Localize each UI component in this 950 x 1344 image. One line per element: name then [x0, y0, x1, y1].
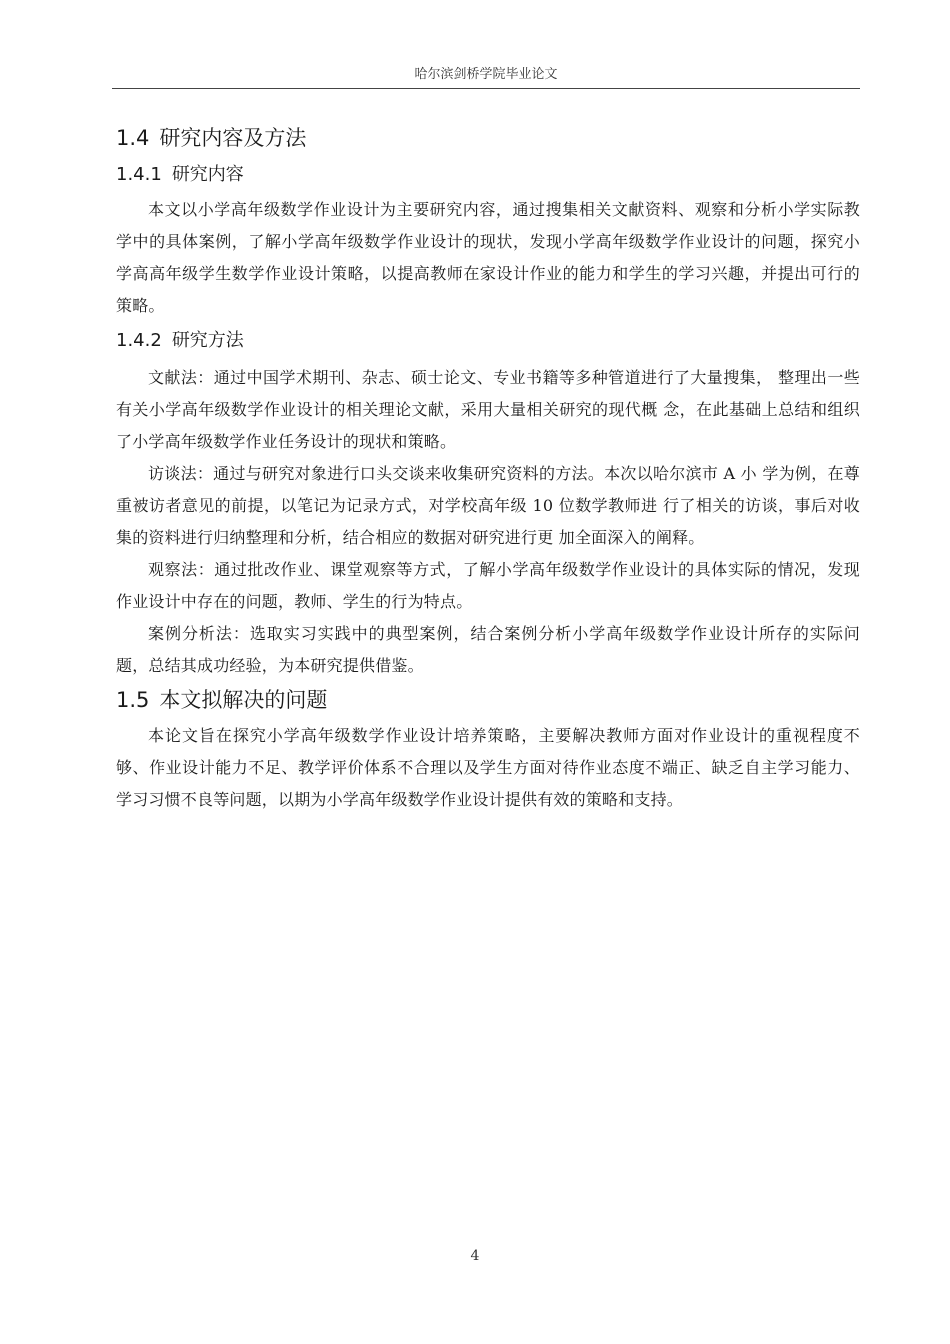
- heading-1-4: [116, 122, 860, 154]
- heading-number: 1.4.1: [116, 164, 162, 185]
- header-title: 哈尔滨剑桥学院毕业论文: [414, 67, 558, 82]
- page-body: [116, 118, 860, 816]
- page-footer: [0, 1248, 950, 1264]
- heading-title: 研究内容: [171, 164, 244, 185]
- heading-1-4-2: [116, 326, 860, 356]
- paragraph-observation-method: 观察法：通过批改作业、课堂观察等方式，了解小学高年级数学作业设计的具体实际的情况，发现作业设计中存在的问题，教师、学生的行为特点。: [116, 560, 860, 611]
- heading-1-5: [116, 684, 860, 716]
- heading-number: 1.4: [116, 126, 150, 150]
- paragraph-case-analysis-method: 案例分析法：选取实习实践中的典型案例，结合案例分析小学高年级数学作业设计所存的实际问题，总结其成功经验，为本研究提供借鉴。: [116, 624, 860, 675]
- heading-title: 研究内容及方法: [159, 126, 307, 150]
- heading-number: 1.5: [116, 688, 150, 712]
- paragraph-research-content: 本文以小学高年级数学作业设计为主要研究内容，通过搜集相关文献资料、观察和分析小学实际教学中的具体案例，了解小学高年级数学作业设计的现状，发现小学高年级数学作业设计的问题，探究小学高高年级学生数学作业设计策略，以提高教师在家设计作业的能力和学生的学习兴趣，并提出可行的策略。: [116, 200, 860, 315]
- heading-1-4-1: [116, 160, 860, 190]
- heading-title: 本文拟解决的问题: [159, 688, 328, 712]
- paragraph-literature-method: 文献法：通过中国学术期刊、杂志、硕士论文、专业书籍等多种管道进行了大量搜集， 整理出一些有关小学高年级数学作业设计的相关理论文献，采用大量相关研究的现代概 念，在此基础上总结和组织了小学高年级数学作业任务设计的现状和策略。: [116, 368, 860, 451]
- paragraph-problems-to-solve: 本论文旨在探究小学高年级数学作业设计培养策略，主要解决教师方面对作业设计的重视程度不够、作业设计能力不足、教学评价体系不合理以及学生方面对待作业态度不端正、缺乏自主学习能力、学习习惯不良等问题，以期为小学高年级数学作业设计提供有效的策略和支持。: [116, 726, 860, 809]
- paragraph-interview-method: 访谈法：通过与研究对象进行口头交谈来收集研究资料的方法。本次以哈尔滨市 A 小 学为例，在尊重被访者意见的前提，以笔记为记录方式，对学校高年级 10 位数学教师进 行了相关的访谈，事后对收集的资料进行归纳整理和分析，结合相应的数据对研究进行更 加全面深入的阐释。: [116, 464, 860, 547]
- heading-title: 研究方法: [171, 330, 244, 351]
- running-header: [112, 66, 860, 89]
- page-number: 4: [470, 1248, 480, 1264]
- heading-number: 1.4.2: [116, 330, 162, 351]
